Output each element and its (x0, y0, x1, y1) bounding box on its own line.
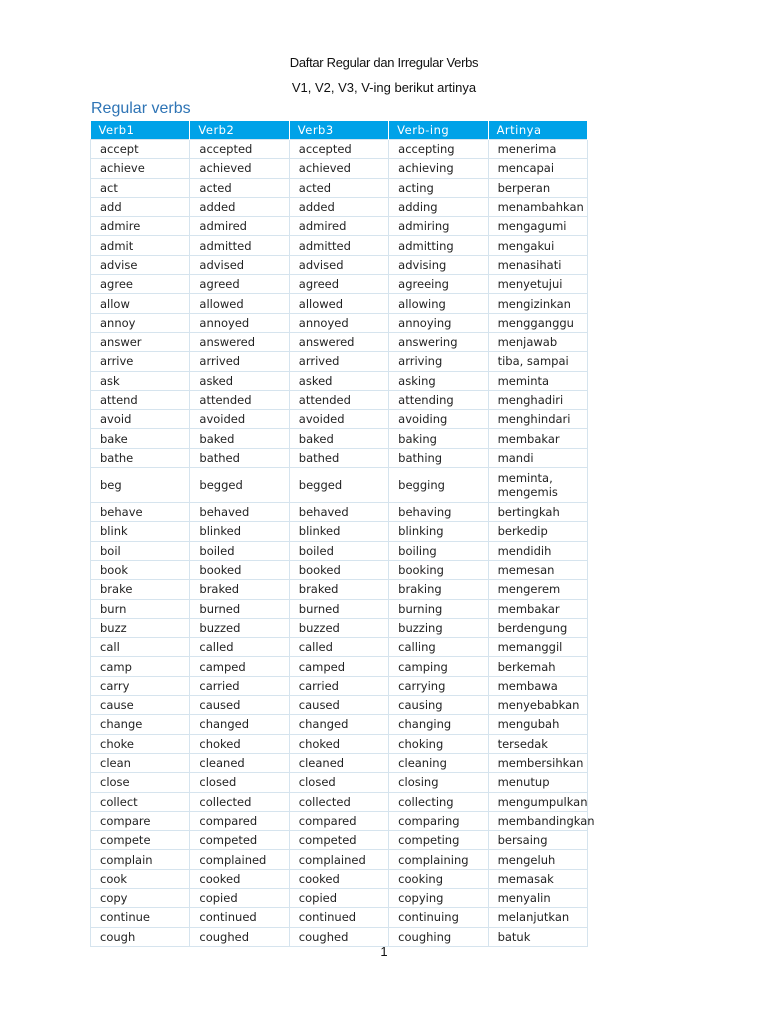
verb2-cell: blinked (190, 522, 289, 541)
verb3-cell: caused (289, 696, 388, 715)
verb-ing-cell: causing (389, 696, 488, 715)
verb-ing-cell: accepting (389, 140, 488, 159)
verb3-cell: allowed (289, 294, 388, 313)
artinya-cell: membersihkan (488, 753, 587, 772)
table-row (91, 541, 588, 560)
artinya-cell: mengerem (488, 580, 587, 599)
artinya-cell: mengubah (488, 715, 587, 734)
verb-ing-cell: achieving (389, 159, 488, 178)
artinya-cell: menyalin (488, 888, 587, 907)
verb1-cell: achieve (91, 159, 190, 178)
verb2-cell: collected (190, 792, 289, 811)
verb2-cell: arrived (190, 352, 289, 371)
table-row (91, 503, 588, 522)
artinya-cell: mengumpulkan (488, 792, 587, 811)
verb2-cell: booked (190, 560, 289, 579)
header-verb2: Verb2 (190, 121, 289, 140)
verb3-cell: collected (289, 792, 388, 811)
artinya-cell: bertingkah (488, 503, 587, 522)
verb2-cell: closed (190, 773, 289, 792)
verb3-cell: arrived (289, 352, 388, 371)
artinya-cell: mengeluh (488, 850, 587, 869)
table-row (91, 831, 588, 850)
verb1-cell: clean (91, 753, 190, 772)
verb-ing-cell: admitting (389, 236, 488, 255)
table-row (91, 599, 588, 618)
verb1-cell: book (91, 560, 190, 579)
header-verb3: Verb3 (289, 121, 388, 140)
table-row (91, 178, 588, 197)
verb2-cell: agreed (190, 275, 289, 294)
artinya-cell: berkedip (488, 522, 587, 541)
verb2-cell: begged (190, 468, 289, 503)
verb1-cell: cause (91, 696, 190, 715)
verb3-cell: copied (289, 888, 388, 907)
table-header-row (91, 121, 588, 140)
verb2-cell: compared (190, 811, 289, 830)
section-heading: Regular verbs (91, 100, 191, 117)
header-verb1: Verb1 (91, 121, 190, 140)
verb1-cell: admit (91, 236, 190, 255)
verb2-cell: carried (190, 676, 289, 695)
verb-ing-cell: cooking (389, 869, 488, 888)
verb2-cell: changed (190, 715, 289, 734)
verb-ing-cell: adding (389, 197, 488, 216)
verb1-cell: allow (91, 294, 190, 313)
verb2-cell: choked (190, 734, 289, 753)
artinya-cell: menutup (488, 773, 587, 792)
verb3-cell: acted (289, 178, 388, 197)
verb2-cell: annoyed (190, 313, 289, 332)
artinya-cell: tiba, sampai (488, 352, 587, 371)
verb-ing-cell: buzzing (389, 618, 488, 637)
verb3-cell: advised (289, 255, 388, 274)
artinya-cell: melanjutkan (488, 908, 587, 927)
verb3-cell: continued (289, 908, 388, 927)
verb-ing-cell: agreeing (389, 275, 488, 294)
verb2-cell: cooked (190, 869, 289, 888)
verb-ing-cell: cleaning (389, 753, 488, 772)
verb-ing-cell: continuing (389, 908, 488, 927)
table-row (91, 811, 588, 830)
verb-ing-cell: blinking (389, 522, 488, 541)
artinya-cell: mencapai (488, 159, 587, 178)
table-row (91, 773, 588, 792)
page-number: 1 (380, 944, 388, 959)
verb2-cell: called (190, 638, 289, 657)
artinya-cell: menasihati (488, 255, 587, 274)
verb1-cell: ask (91, 371, 190, 390)
verb3-cell: camped (289, 657, 388, 676)
artinya-cell: mengakui (488, 236, 587, 255)
verb2-cell: burned (190, 599, 289, 618)
verb3-cell: avoided (289, 410, 388, 429)
verb1-cell: behave (91, 503, 190, 522)
table-row (91, 140, 588, 159)
table-row (91, 275, 588, 294)
artinya-cell: memanggil (488, 638, 587, 657)
verb-ing-cell: coughing (389, 927, 488, 946)
verb-ing-cell: asking (389, 371, 488, 390)
verb2-cell: advised (190, 255, 289, 274)
verb1-cell: brake (91, 580, 190, 599)
verb3-cell: admired (289, 217, 388, 236)
verb-ing-cell: booking (389, 560, 488, 579)
verbs-table (90, 121, 595, 947)
verb1-cell: change (91, 715, 190, 734)
table-row (91, 294, 588, 313)
table-row (91, 908, 588, 927)
artinya-cell: tersedak (488, 734, 587, 753)
verb3-cell: admitted (289, 236, 388, 255)
artinya-cell: mandi (488, 448, 587, 467)
verb2-cell: accepted (190, 140, 289, 159)
table-row (91, 888, 588, 907)
table-row (91, 255, 588, 274)
verb3-cell: carried (289, 676, 388, 695)
table-row (91, 390, 588, 409)
table-row (91, 522, 588, 541)
verb2-cell: cleaned (190, 753, 289, 772)
artinya-cell: meminta (488, 371, 587, 390)
verb1-cell: cook (91, 869, 190, 888)
header-verb-ing: Verb-ing (389, 121, 488, 140)
verb1-cell: buzz (91, 618, 190, 637)
table-row (91, 197, 588, 216)
table-row (91, 734, 588, 753)
verb3-cell: asked (289, 371, 388, 390)
verb-ing-cell: attending (389, 390, 488, 409)
artinya-cell: menjawab (488, 332, 587, 351)
table-row (91, 429, 588, 448)
verb1-cell: continue (91, 908, 190, 927)
verb3-cell: baked (289, 429, 388, 448)
verb1-cell: arrive (91, 352, 190, 371)
verb3-cell: changed (289, 715, 388, 734)
table-row (91, 159, 588, 178)
verb1-cell: complain (91, 850, 190, 869)
verb3-cell: attended (289, 390, 388, 409)
artinya-cell: memasak (488, 869, 587, 888)
verb2-cell: caused (190, 696, 289, 715)
verb1-cell: cough (91, 927, 190, 946)
artinya-cell: berkemah (488, 657, 587, 676)
verb-ing-cell: avoiding (389, 410, 488, 429)
verb1-cell: carry (91, 676, 190, 695)
verb-ing-cell: competing (389, 831, 488, 850)
verb2-cell: coughed (190, 927, 289, 946)
artinya-cell: menghindari (488, 410, 587, 429)
table-body (91, 140, 595, 947)
artinya-cell: mengganggu (488, 313, 587, 332)
verb3-cell: accepted (289, 140, 388, 159)
verb2-cell: buzzed (190, 618, 289, 637)
artinya-cell: membawa (488, 676, 587, 695)
artinya-cell: memesan (488, 560, 587, 579)
verb1-cell: add (91, 197, 190, 216)
verb2-cell: avoided (190, 410, 289, 429)
verb3-cell: begged (289, 468, 388, 503)
verb1-cell: copy (91, 888, 190, 907)
verb3-cell: added (289, 197, 388, 216)
verb-ing-cell: collecting (389, 792, 488, 811)
verb-ing-cell: calling (389, 638, 488, 657)
artinya-cell: membakar (488, 599, 587, 618)
artinya-cell: menyetujui (488, 275, 587, 294)
verb-ing-cell: changing (389, 715, 488, 734)
verb3-cell: coughed (289, 927, 388, 946)
verb3-cell: braked (289, 580, 388, 599)
verb1-cell: bake (91, 429, 190, 448)
verb-ing-cell: arriving (389, 352, 488, 371)
verb1-cell: collect (91, 792, 190, 811)
artinya-cell: meminta, mengemis (488, 468, 587, 503)
table-row (91, 792, 588, 811)
table-row (91, 236, 588, 255)
verb-ing-cell: annoying (389, 313, 488, 332)
verb1-cell: compare (91, 811, 190, 830)
verb3-cell: compared (289, 811, 388, 830)
artinya-cell: menerima (488, 140, 587, 159)
verb1-cell: annoy (91, 313, 190, 332)
verb-ing-cell: burning (389, 599, 488, 618)
verb1-cell: choke (91, 734, 190, 753)
verb-ing-cell: acting (389, 178, 488, 197)
artinya-cell: membandingkan (488, 811, 587, 830)
verb3-cell: competed (289, 831, 388, 850)
header-artinya: Artinya (488, 121, 587, 140)
artinya-cell: berdengung (488, 618, 587, 637)
verb3-cell: complained (289, 850, 388, 869)
verb-ing-cell: answering (389, 332, 488, 351)
verb1-cell: burn (91, 599, 190, 618)
verb1-cell: admire (91, 217, 190, 236)
verb3-cell: blinked (289, 522, 388, 541)
verb1-cell: call (91, 638, 190, 657)
verb3-cell: called (289, 638, 388, 657)
table-row (91, 869, 588, 888)
verb-ing-cell: copying (389, 888, 488, 907)
verb2-cell: attended (190, 390, 289, 409)
verb2-cell: bathed (190, 448, 289, 467)
verb3-cell: buzzed (289, 618, 388, 637)
artinya-cell: menghadiri (488, 390, 587, 409)
verb3-cell: behaved (289, 503, 388, 522)
document-title: Daftar Regular dan Irregular Verbs (289, 55, 479, 70)
verb1-cell: blink (91, 522, 190, 541)
verb2-cell: allowed (190, 294, 289, 313)
verb2-cell: asked (190, 371, 289, 390)
verb2-cell: camped (190, 657, 289, 676)
verb2-cell: behaved (190, 503, 289, 522)
verb2-cell: copied (190, 888, 289, 907)
verb2-cell: boiled (190, 541, 289, 560)
artinya-cell: mendidih (488, 541, 587, 560)
artinya-cell: mengizinkan (488, 294, 587, 313)
verb-ing-cell: boiling (389, 541, 488, 560)
artinya-cell: menyebabkan (488, 696, 587, 715)
verb-ing-cell: bathing (389, 448, 488, 467)
table-row (91, 696, 588, 715)
table-row (91, 850, 588, 869)
verb2-cell: achieved (190, 159, 289, 178)
verb1-cell: agree (91, 275, 190, 294)
verb-ing-cell: complaining (389, 850, 488, 869)
verb3-cell: achieved (289, 159, 388, 178)
artinya-cell: mengagumi (488, 217, 587, 236)
artinya-cell: bersaing (488, 831, 587, 850)
verb-ing-cell: behaving (389, 503, 488, 522)
verb-ing-cell: allowing (389, 294, 488, 313)
verb3-cell: bathed (289, 448, 388, 467)
table-row (91, 468, 588, 503)
verb3-cell: booked (289, 560, 388, 579)
verb2-cell: added (190, 197, 289, 216)
verb3-cell: boiled (289, 541, 388, 560)
verb2-cell: answered (190, 332, 289, 351)
verb3-cell: burned (289, 599, 388, 618)
verb-ing-cell: advising (389, 255, 488, 274)
verb2-cell: complained (190, 850, 289, 869)
verb1-cell: bathe (91, 448, 190, 467)
table-row (91, 371, 588, 390)
table-row (91, 217, 588, 236)
verb3-cell: cooked (289, 869, 388, 888)
verb2-cell: continued (190, 908, 289, 927)
verb3-cell: choked (289, 734, 388, 753)
verb2-cell: braked (190, 580, 289, 599)
verb1-cell: boil (91, 541, 190, 560)
verb2-cell: admitted (190, 236, 289, 255)
artinya-cell: menambahkan (488, 197, 587, 216)
table-row (91, 657, 588, 676)
artinya-cell: membakar (488, 429, 587, 448)
verb3-cell: agreed (289, 275, 388, 294)
verb1-cell: avoid (91, 410, 190, 429)
verb1-cell: beg (91, 468, 190, 503)
table-row (91, 638, 588, 657)
verb1-cell: attend (91, 390, 190, 409)
verb-ing-cell: comparing (389, 811, 488, 830)
verb1-cell: close (91, 773, 190, 792)
table-row (91, 676, 588, 695)
table-row (91, 332, 588, 351)
table-row (91, 448, 588, 467)
document-subtitle: V1, V2, V3, V-ing berikut artinya (291, 80, 477, 95)
verb3-cell: annoyed (289, 313, 388, 332)
verb-ing-cell: braking (389, 580, 488, 599)
verb2-cell: baked (190, 429, 289, 448)
verb-ing-cell: camping (389, 657, 488, 676)
table-row (91, 560, 588, 579)
verb1-cell: advise (91, 255, 190, 274)
table-row (91, 352, 588, 371)
table-row (91, 715, 588, 734)
verb1-cell: compete (91, 831, 190, 850)
verb2-cell: competed (190, 831, 289, 850)
verb1-cell: camp (91, 657, 190, 676)
verb2-cell: admired (190, 217, 289, 236)
table-row (91, 580, 588, 599)
table-row (91, 753, 588, 772)
verb-ing-cell: carrying (389, 676, 488, 695)
verb3-cell: answered (289, 332, 388, 351)
verb1-cell: act (91, 178, 190, 197)
table-row (91, 410, 588, 429)
artinya-cell: batuk (488, 927, 587, 946)
artinya-cell: berperan (488, 178, 587, 197)
verb3-cell: cleaned (289, 753, 388, 772)
verb2-cell: acted (190, 178, 289, 197)
verb-ing-cell: admiring (389, 217, 488, 236)
verb-ing-cell: closing (389, 773, 488, 792)
verb1-cell: accept (91, 140, 190, 159)
verb1-cell: answer (91, 332, 190, 351)
table-row (91, 313, 588, 332)
verb-ing-cell: baking (389, 429, 488, 448)
verb3-cell: closed (289, 773, 388, 792)
verb-ing-cell: begging (389, 468, 488, 503)
table-row (91, 618, 588, 637)
verb-ing-cell: choking (389, 734, 488, 753)
